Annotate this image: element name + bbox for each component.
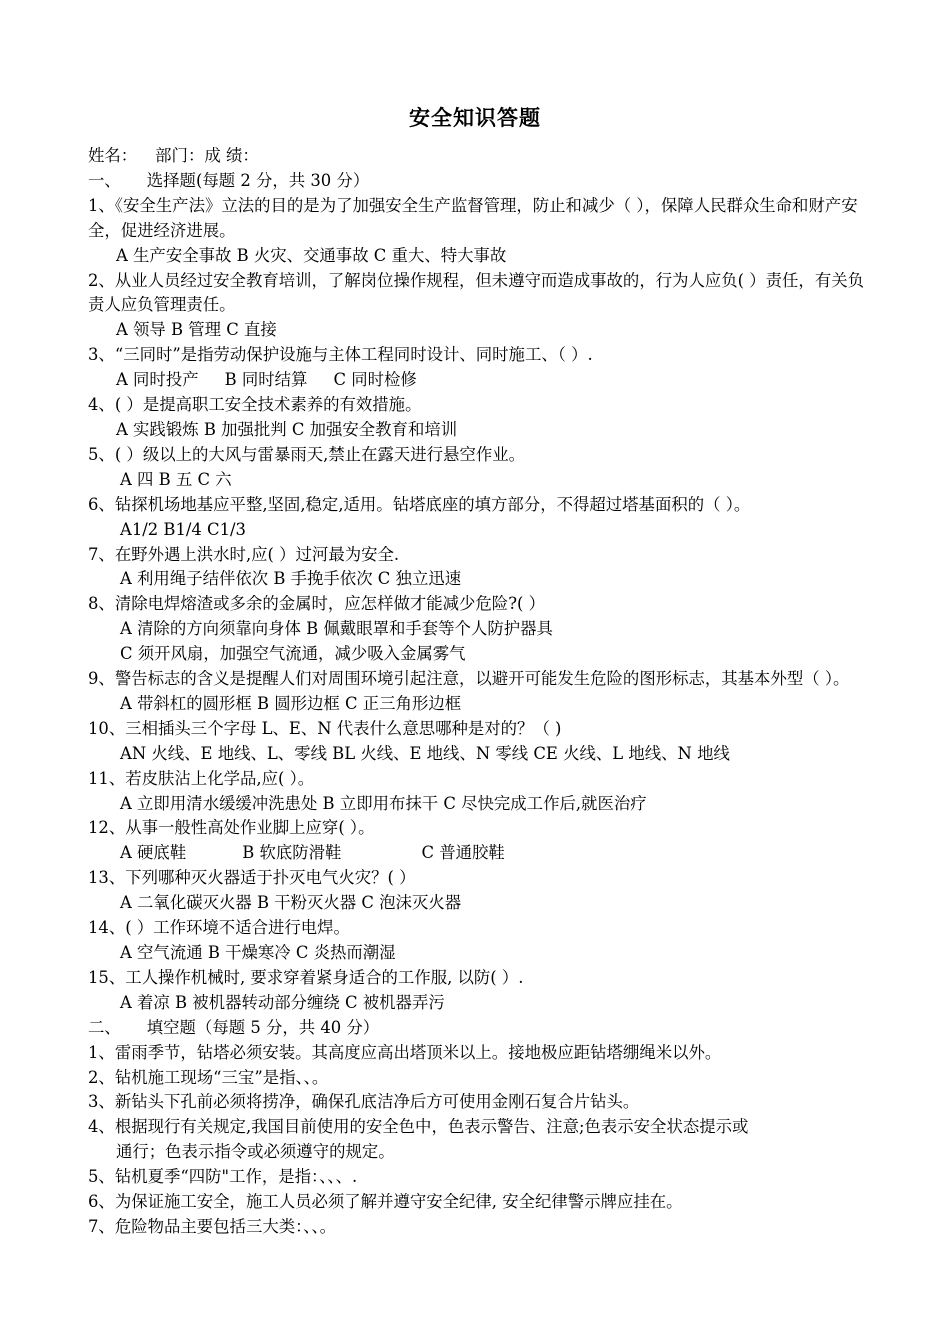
question-8-options-line1: A 清除的方向须靠向身体 B 佩戴眼罩和手套等个人防护器具 [120,619,553,639]
question-11: 11、若皮肤沾上化学品,应( ）。 [88,768,315,788]
question-5: 5、( ）级以上的大风与雷暴雨天,禁止在露天进行悬空作业。 [88,444,526,464]
question-8: 8、清除电焊熔渣或多余的金属时，应怎样做才能减少危险?( ） [88,594,545,614]
fill-item-4-cont: 通行；色表示指令或必须遵守的规定。 [116,1142,395,1162]
question-10-options: AN 火线、E 地线、L、零线 BL 火线、E 地线、N 零线 CE 火线、L 地线、N 地线 [120,743,730,763]
question-1: 1、《安全生产法》立法的目的是为了加强安全生产监督管理，防止和减少（ ），保障人民群众生命和财产安全，促进经济进展。 [88,195,858,240]
question-6: 6、钻探机场地基应平整,坚固,稳定,适用。钻塔底座的填方部分，不得超过塔基面积的（ ）。 [88,494,751,514]
question-3-options [88,368,878,393]
option-c: C 普通胶鞋 [421,843,505,863]
section2-heading [88,1016,878,1041]
section2-title: 填空题（每题 5 分，共 40 分） [146,1017,380,1037]
fill-item-2: 2、钻机施工现场“三宝”是指、、。 [88,1067,329,1087]
question-10: 10、三相插头三个字母 L、E、N 代表什么意思哪种是对的？（ ) [88,718,562,738]
option-b: B 同时结算 [224,370,308,390]
question-7: 7、在野外遇上洪水时,应( ）过河最为安全. [88,544,400,564]
option-b: B 软底防滑鞋 [242,843,342,863]
question-2: 2、从业人员经过安全教育培训，了解岗位操作规程，但未遵守而造成事故的，行为人应负( ）责任，有关负责人应负管理责任。 [88,270,864,315]
name-label: 姓名： [88,146,138,165]
section1-title: 选择题(每题 2 分，共 30 分） [146,170,370,190]
fill-item-5: 5、钻机夏季“四防"工作，是指：、、、. [88,1167,358,1187]
dept-score-label: 部门：成 绩： [155,146,259,165]
question-4-options: A 实践锻炼 B 加强批判 C 加强安全教育和培训 [116,419,458,439]
question-2-options: A 领导 B 管理 C 直接 [116,320,277,340]
option-a: A 硬底鞋 [120,843,187,863]
question-8-options-line2: C 须开风扇，加强空气流通，减少吸入金属雾气 [120,644,466,664]
question-11-options: A 立即用清水缓缓冲洗患处 B 立即用布抹干 C 尽快完成工作后,就医治疗 [120,793,647,813]
question-3: 3、“三同时”是指劳动保护设施与主体工程同时设计、同时施工、（ ）. [88,345,593,365]
section1-heading [88,169,878,194]
question-6-options: A1/2 B1/4 C1/3 [120,519,246,539]
info-line [88,144,878,169]
question-15-options: A 着凉 B 被机器转动部分缠绕 C 被机器弄污 [120,992,445,1012]
question-4: 4、( ）是提高职工安全技术素养的有效措施。 [88,395,422,415]
fill-item-7: 7、危险物品主要包括三大类：、、。 [88,1216,337,1236]
fill-item-4: 4、根据现行有关规定,我国目前使用的安全色中，色表示警告、注意;色表示安全状态提示或 [88,1117,749,1137]
fill-item-1: 1、雷雨季节，钻塔必须安装。其高度应高出塔顶米以上。接地极应距钻塔绷绳米以外。 [88,1042,722,1062]
question-14-options: A 空气流通 B 干燥寒冷 C 炎热而潮湿 [120,943,396,962]
question-1-options: A 生产安全事故 B 火灾、交通事故 C 重大、特大事故 [116,245,507,265]
fill-item-6: 6、为保证施工安全，施工人员必须了解并遵守安全纪律, 安全纪律警示牌应挂在。 [88,1192,683,1212]
section1-number: 一、 [88,170,121,190]
document-body [88,144,878,1240]
page-title: 安全知识答题 [409,106,541,130]
question-12: 12、从事一般性高处作业脚上应穿( ）。 [88,818,375,838]
question-14: 14、( ）工作环境不适合进行电焊。 [88,918,350,938]
option-a: A 同时投产 [116,370,199,390]
question-13: 13、下列哪种灭火器适于扑灭电气火灾？( ） [88,868,416,888]
question-7-options: A 利用绳子结伴依次 B 手挽手依次 C 独立迅速 [120,569,462,589]
question-5-options: A 四 B 五 C 六 [120,469,232,489]
option-c: C 同时检修 [333,370,417,390]
question-13-options: A 二氧化碳灭火器 B 干粉灭火器 C 泡沫灭火器 [120,893,462,913]
question-9-options: A 带斜杠的圆形框 B 圆形边框 C 正三角形边框 [120,693,462,713]
question-12-options [88,841,878,866]
question-15: 15、工人操作机械时, 要求穿着紧身适合的工作服, 以防( ）. [88,967,524,987]
question-9: 9、警告标志的含义是提醒人们对周围环境引起注意，以避开可能发生危险的图形标志，其基本外型（ ）。 [88,669,850,689]
fill-item-3: 3、新钻头下孔前必须将捞净，确保孔底洁净后方可使用金刚石复合片钻头。 [88,1092,640,1112]
section2-number: 二、 [88,1017,121,1037]
